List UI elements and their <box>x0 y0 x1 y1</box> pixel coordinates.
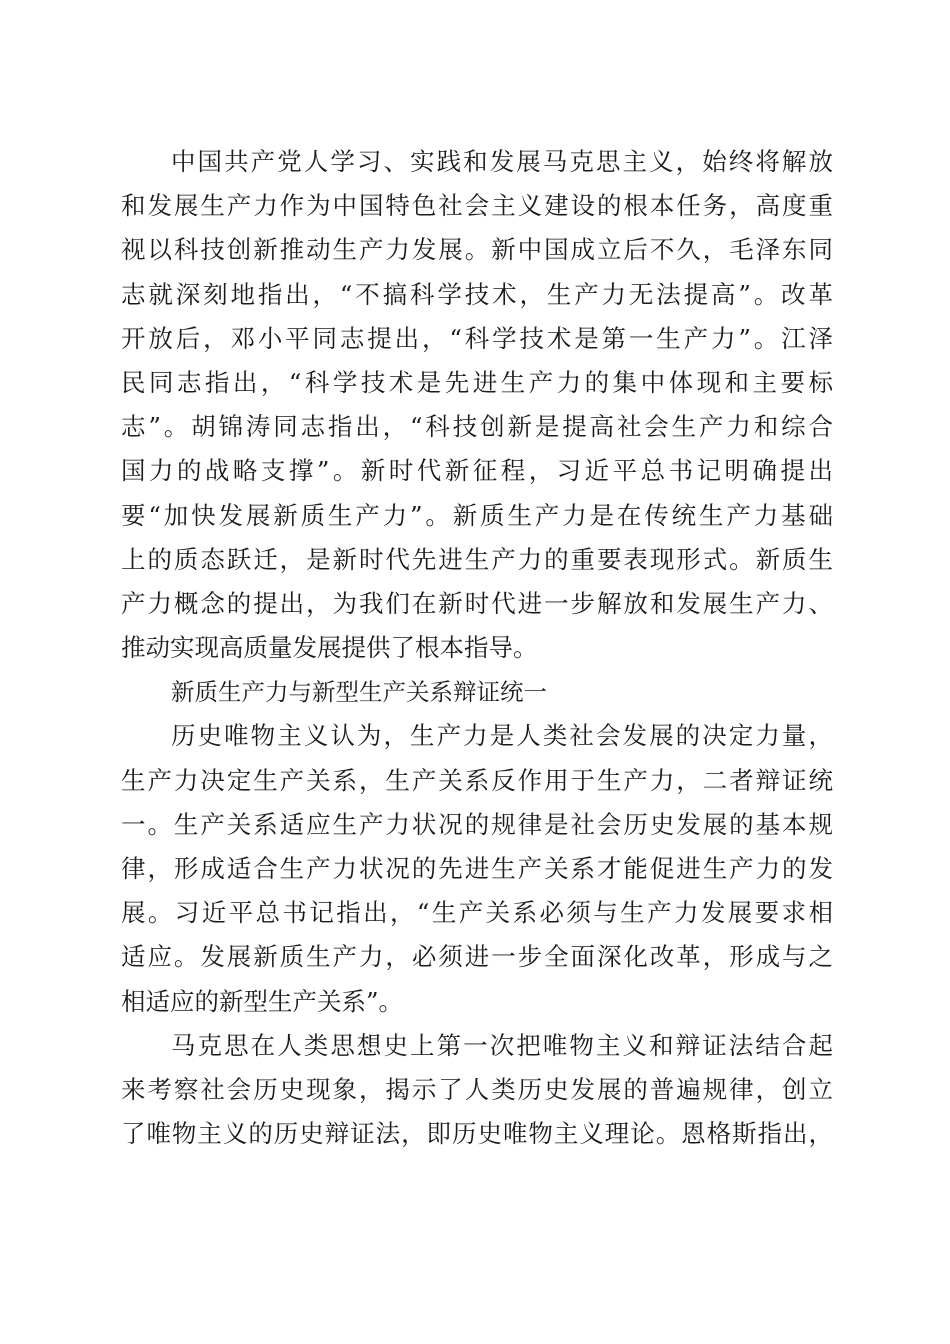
paragraph-line: 要“加快发展新质生产力”。新质生产力是在传统生产力基础 <box>121 500 833 530</box>
paragraph-line: 上的质态跃迁，是新时代先进生产力的重要表现形式。新质生 <box>121 544 833 574</box>
paragraph-line: 视以科技创新推动生产力发展。新中国成立后不久，毛泽东同 <box>121 235 833 265</box>
paragraph-line: 了唯物主义的历史辩证法，即历史唯物主义理论。恩格斯指出， <box>121 1119 833 1149</box>
paragraph-3 <box>121 1024 833 1157</box>
paragraph-1 <box>121 140 833 670</box>
paragraph-line: 国力的战略支撑”。新时代新征程，习近平总书记明确提出 <box>121 456 833 486</box>
paragraph-line: 相适应的新型生产关系”。 <box>121 986 404 1016</box>
paragraph-line: 一。生产关系适应生产力状况的规律是社会历史发展的基本规 <box>121 809 833 839</box>
paragraph-line: 展。习近平总书记指出，“生产关系必须与生产力发展要求相 <box>121 898 833 928</box>
paragraph-line: 中国共产党人学习、实践和发展马克思主义，始终将解放 <box>171 147 833 176</box>
paragraph-line: 适应。发展新质生产力，必须进一步全面深化改革，形成与之 <box>121 942 833 972</box>
paragraph-2 <box>121 714 833 1023</box>
paragraph-line: 开放后，邓小平同志提出，“科学技术是第一生产力”。江泽 <box>121 323 833 353</box>
paragraph-line: 律，形成适合生产力状况的先进生产关系才能促进生产力的发 <box>121 854 833 883</box>
section-heading: 新质生产力与新型生产关系辩证统一 <box>171 678 547 707</box>
paragraph-line: 马克思在人类思想史上第一次把唯物主义和辩证法结合起 <box>171 1030 833 1060</box>
paragraph-line: 推动实现高质量发展提供了根本指导。 <box>121 633 538 663</box>
document-body <box>121 140 833 1156</box>
paragraph-line: 志”。胡锦涛同志指出，“科技创新是提高社会生产力和综合 <box>121 412 833 442</box>
paragraph-line: 民同志指出，“科学技术是先进生产力的集中体现和主要标 <box>121 367 833 397</box>
paragraph-line: 产力概念的提出，为我们在新时代进一步解放和发展生产力、 <box>121 588 833 618</box>
paragraph-line: 来考察社会历史现象，揭示了人类历史发展的普遍规律，创立 <box>121 1074 833 1104</box>
paragraph-line: 生产力决定生产关系，生产关系反作用于生产力，二者辩证统 <box>121 765 833 795</box>
paragraph-line: 历史唯物主义认为，生产力是人类社会发展的决定力量， <box>171 721 833 751</box>
paragraph-line: 志就深刻地指出，“不搞科学技术，生产力无法提高”。改革 <box>121 279 833 309</box>
paragraph-line: 和发展生产力作为中国特色社会主义建设的根本任务，高度重 <box>121 191 833 221</box>
